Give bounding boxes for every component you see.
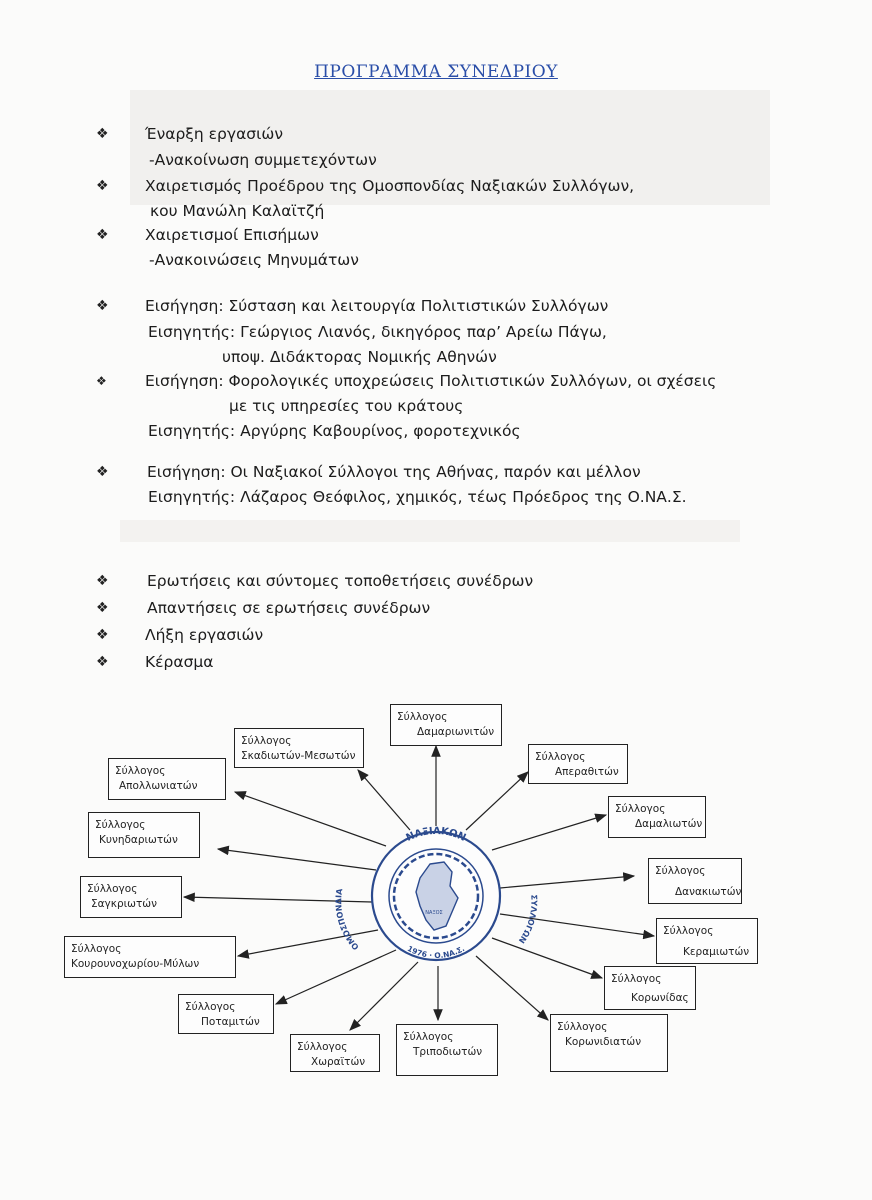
bullet-icon: ❖ <box>96 627 109 643</box>
svg-text:ΟΜΟΣΠΟΝΔΙΑ <box>334 887 361 951</box>
association-name: Δανακιωτών <box>675 886 742 898</box>
arrow-kynidariotes <box>218 849 376 870</box>
program-line: με τις υπηρεσίες του κράτους <box>229 397 464 415</box>
association-prefix: Σύλλογος <box>185 1001 236 1013</box>
bullet-icon: ❖ <box>96 126 109 142</box>
association-box-danakiotes <box>648 858 742 904</box>
association-prefix: Σύλλογος <box>95 819 146 831</box>
arrow-chorites <box>350 962 418 1030</box>
seal-top-text: ΝΑΞΙΑΚΩΝ <box>404 825 468 844</box>
association-box-apollonites <box>108 758 226 800</box>
association-prefix: Σύλλογος <box>297 1041 348 1053</box>
association-box-potamites <box>178 994 274 1034</box>
association-prefix: Σύλλογος <box>115 765 166 777</box>
program-line: Εισηγητής: Λάζαρος Θεόφιλος, χημικός, τέως Πρόεδρος της Ο.ΝΑ.Σ. <box>148 488 687 506</box>
program-line: Έναρξη εργασιών <box>145 125 283 143</box>
program-line: Εισηγητής: Γεώργιος Λιανός, δικηγόρος παρ’ Αρείω Πάγω, <box>148 323 607 341</box>
arrow-danakiotes <box>500 876 634 888</box>
bullet-icon: ❖ <box>96 464 109 480</box>
association-box-tripodiotes <box>396 1024 498 1076</box>
association-box-skadiotes <box>234 728 364 768</box>
program-line: Εισήγηση: Φορολογικές υποχρεώσεις Πολιτιστικών Συλλόγων, οι σχέσεις <box>145 372 717 390</box>
bullet-icon: ❖ <box>96 178 109 194</box>
arrow-sagkriotes <box>184 897 372 902</box>
association-box-kouronochori <box>64 936 236 978</box>
association-name: Κουρουνοχωρίου-Μύλων <box>71 958 200 970</box>
association-name: Κεραμιωτών <box>683 946 750 958</box>
association-name: Κορωνίδας <box>631 992 689 1004</box>
arrow-koronidiates <box>476 956 548 1020</box>
seal-bottom-text: 1976 · Ο.ΝΑ.Σ. <box>405 943 467 961</box>
program-line: Ερωτήσεις και σύντομες τοποθετήσεις συνέδρων <box>147 572 534 590</box>
association-name: Δαμαριωνιτών <box>417 726 495 738</box>
association-box-damaliotes <box>608 796 706 838</box>
bullet-icon: ❖ <box>96 600 109 616</box>
program-line: -Ανακοινώσεις Μηνυμάτων <box>149 251 359 269</box>
association-name: Κορωνιδιατών <box>565 1036 642 1048</box>
program-line: κου Μανώλη Καλαϊτζή <box>150 202 325 220</box>
arrow-apeiranthites <box>466 772 528 830</box>
association-name: Δαμαλιωτών <box>635 818 703 830</box>
program-line: Λήξη εργασιών <box>145 626 264 644</box>
bullet-icon: ❖ <box>96 374 107 388</box>
program-line: Κέρασμα <box>145 653 214 671</box>
program-line: Χαιρετισμός Προέδρου της Ομοσπονδίας Ναξιακών Συλλόγων, <box>145 177 635 195</box>
arrow-skadiotes <box>358 770 410 830</box>
association-box-chorites <box>290 1034 380 1072</box>
association-prefix: Σύλλογος <box>615 803 666 815</box>
bullet-icon: ❖ <box>96 298 109 314</box>
arrow-potamites <box>276 950 396 1004</box>
seal-left-text: ΟΜΟΣΠΟΝΔΙΑ <box>334 888 361 952</box>
association-name: Σαγκριωτών <box>91 898 157 910</box>
association-box-keramiotes <box>656 918 758 964</box>
association-name: Απεραθιτών <box>555 766 619 778</box>
program-line: Απαντήσεις σε ερωτήσεις συνέδρων <box>147 599 431 617</box>
seal-island-label: ΝΑΞΟΣ <box>425 910 443 916</box>
bullet-icon: ❖ <box>96 573 109 589</box>
association-name: Ποταμιτών <box>201 1016 260 1028</box>
association-box-apeiranthites <box>528 744 628 784</box>
program-line: Εισήγηση: Σύσταση και λειτουργία Πολιτιστικών Συλλόγων <box>145 297 609 315</box>
association-box-sagkriotes <box>80 876 182 918</box>
federation-seal <box>334 826 538 960</box>
association-box-koronida <box>604 966 696 1010</box>
association-name: Χωραϊτών <box>311 1056 366 1068</box>
association-name: Σκαδιωτών-Μεσωτών <box>241 750 356 762</box>
association-box-koronidiates <box>550 1014 668 1072</box>
association-prefix: Σύλλογος <box>535 751 586 763</box>
association-prefix: Σύλλογος <box>71 943 122 955</box>
association-name: Απολλωνιατών <box>119 780 198 792</box>
bullet-icon: ❖ <box>96 654 109 670</box>
program-line: -Ανακοίνωση συμμετεχόντων <box>149 151 377 169</box>
association-prefix: Σύλλογος <box>663 925 714 937</box>
page-title: ΠΡΟΓΡΑΜΜΑ ΣΥΝΕΔΡΙΟΥ <box>314 62 558 82</box>
association-prefix: Σύλλογος <box>397 711 448 723</box>
association-name: Κυνηδαριωτών <box>99 834 178 846</box>
association-prefix: Σύλλογος <box>241 735 292 747</box>
arrow-apollonites <box>235 792 386 846</box>
association-box-kynidariotes <box>88 812 200 858</box>
association-prefix: Σύλλογος <box>87 883 138 895</box>
program-line: Χαιρετισμοί Επισήμων <box>145 226 319 244</box>
association-prefix: Σύλλογος <box>557 1021 608 1033</box>
program-line: υποψ. Διδάκτορας Νομικής Αθηνών <box>222 348 497 366</box>
seal-right-text: ΣΥΛΛΟΓΩΝ <box>516 894 539 945</box>
association-prefix: Σύλλογος <box>655 865 706 877</box>
program-line: Εισηγητής: Αργύρης Καβουρίνος, φοροτεχνικός <box>148 422 521 440</box>
arrow-koronida <box>492 938 602 978</box>
bullet-icon: ❖ <box>96 227 109 243</box>
association-prefix: Σύλλογος <box>611 973 662 985</box>
association-name: Τριποδιωτών <box>413 1046 483 1058</box>
program-line: Εισήγηση: Οι Ναξιακοί Σύλλογοι της Αθήνας, παρόν και μέλλον <box>147 463 641 481</box>
association-prefix: Σύλλογος <box>403 1031 454 1043</box>
association-box-damarionites <box>390 704 502 746</box>
arrow-damaliotes <box>492 815 606 850</box>
